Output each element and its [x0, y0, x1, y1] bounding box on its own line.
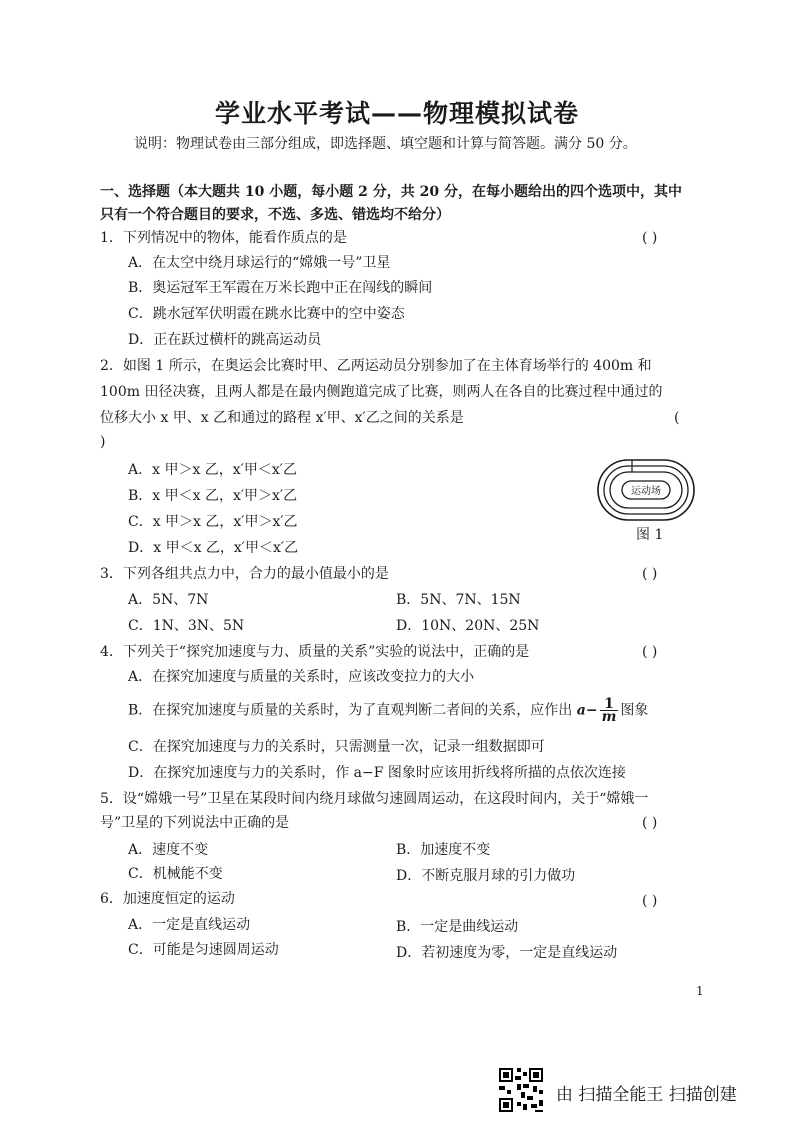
exam-instructions: 说明：物理试卷由三部分组成，即选择题、填空题和计算与简答题。满分 50 分。 — [134, 136, 637, 152]
q1-option-d: D．正在跃过横杆的跳高运动员 — [128, 332, 322, 348]
q4-option-c: C．在探究加速度与力的关系时，只需测量一次，记录一组数据即可 — [128, 739, 545, 755]
q5-option-a: A．速度不变 — [128, 842, 209, 858]
q4-fraction-denominator: m — [601, 709, 617, 725]
q3-option-a: A．5N、7N — [128, 592, 209, 608]
q4-formula-fraction — [600, 698, 619, 723]
q2-answer-paren-close: ) — [100, 434, 106, 450]
q4-option-d: D．在探究加速度与力的关系时，作 a−F 图象时应该用折线将所描的点依次连接 — [128, 765, 626, 781]
q2-stem-line1: 2．如图 1 所示，在奥运会比赛时甲、乙两运动员分别参加了在主体育场举行的 400m 和 — [100, 358, 652, 374]
q5-stem-line1: 5．设“嫦娥一号”卫星在某段时间内绕月球做匀速圆周运动，在这段时间内，关于“嫦娥一 — [100, 791, 649, 807]
q4-stem: 4．下列关于“探究加速度与力、质量的关系”实验的说法中，正确的是 — [100, 644, 530, 660]
section-heading-line1: 一、选择题（本大题共 10 小题，每小题 2 分，共 20 分，在每小题给出的四个选项中，其中 — [100, 184, 682, 200]
q5-answer-paren: ( ) — [642, 815, 658, 831]
scanner-watermark-text: 由 扫描全能王 扫描创建 — [556, 1085, 737, 1105]
q2-stem-line3: 位移大小 x 甲、x 乙和通过的路程 x′甲、x′乙之间的关系是 — [100, 410, 464, 426]
q4-option-a: A．在探究加速度与质量的关系时，应该改变拉力的大小 — [128, 669, 475, 685]
q2-option-c: C．x 甲＞x 乙，x′甲＞x′乙 — [128, 514, 298, 530]
q6-answer-paren: ( ) — [642, 893, 658, 909]
q2-option-d: D．x 甲＜x 乙，x′甲＜x′乙 — [128, 540, 299, 556]
q5-option-d: D．不断克服月球的引力做功 — [396, 868, 576, 884]
q3-option-b: B．5N、7N、15N — [396, 592, 521, 608]
q2-stem-line2: 100m 田径决赛，且两人都是在最内侧跑道完成了比赛，则两人在各自的比赛过程中通过的 — [100, 384, 663, 400]
q1-option-c: C．跳水冠军伏明霞在跳水比赛中的空中姿态 — [128, 306, 405, 322]
q4-fraction-numerator: 1 — [600, 698, 619, 711]
q6-option-d: D．若初速度为零，一定是直线运动 — [396, 945, 618, 961]
q4-option-b-tail: 图象 — [620, 702, 649, 719]
q1-option-b: B．奥运冠军王军霞在万米长跑中正在闯线的瞬间 — [128, 280, 433, 296]
q3-option-d: D．10N、20N、25N — [396, 618, 540, 634]
stadium-label: 运动场 — [631, 486, 661, 497]
qr-code-icon — [497, 1066, 545, 1114]
q6-option-c: C．可能是匀速圆周运动 — [128, 942, 279, 958]
q2-answer-paren-open: ( — [674, 410, 680, 426]
q4-option-b — [128, 698, 648, 723]
q5-option-b: B．加速度不变 — [396, 842, 491, 858]
q4-option-b-text: B．在探究加速度与质量的关系时，为了直观判断二者间的关系，应作出 — [128, 702, 573, 719]
q2-option-b: B．x 甲＜x 乙，x′甲＞x′乙 — [128, 488, 298, 504]
section-heading-line2: 只有一个符合题目的要求，不选、多选、错选均不给分） — [100, 207, 450, 223]
q5-option-c: C．机械能不变 — [128, 866, 223, 882]
q3-answer-paren: ( ) — [642, 566, 658, 582]
page-number: 1 — [696, 984, 704, 998]
q1-stem: 1．下列情况中的物体，能看作质点的是 — [100, 230, 347, 246]
q2-option-a: A．x 甲＞x 乙，x′甲＜x′乙 — [128, 462, 297, 478]
q5-stem-line2: 号”卫星的下列说法中正确的是 — [100, 815, 290, 831]
q6-stem: 6．加速度恒定的运动 — [100, 891, 235, 907]
q3-stem: 3．下列各组共点力中，合力的最小值最小的是 — [100, 566, 389, 582]
q1-option-a: A．在太空中绕月球运行的“嫦娥一号”卫星 — [128, 255, 391, 271]
exam-title: 学业水平考试——物理模拟试卷 — [214, 99, 579, 128]
q3-option-c: C．1N、3N、5N — [128, 618, 245, 634]
q4-formula-minus: − — [585, 702, 598, 719]
q4-formula-a: a — [576, 702, 586, 719]
q1-answer-paren: ( ) — [642, 230, 658, 246]
q6-option-a: A．一定是直线运动 — [128, 917, 251, 933]
q6-option-b: B．一定是曲线运动 — [396, 919, 519, 935]
q4-answer-paren: ( ) — [642, 644, 658, 660]
figure-1-caption: 图 1 — [636, 527, 664, 543]
